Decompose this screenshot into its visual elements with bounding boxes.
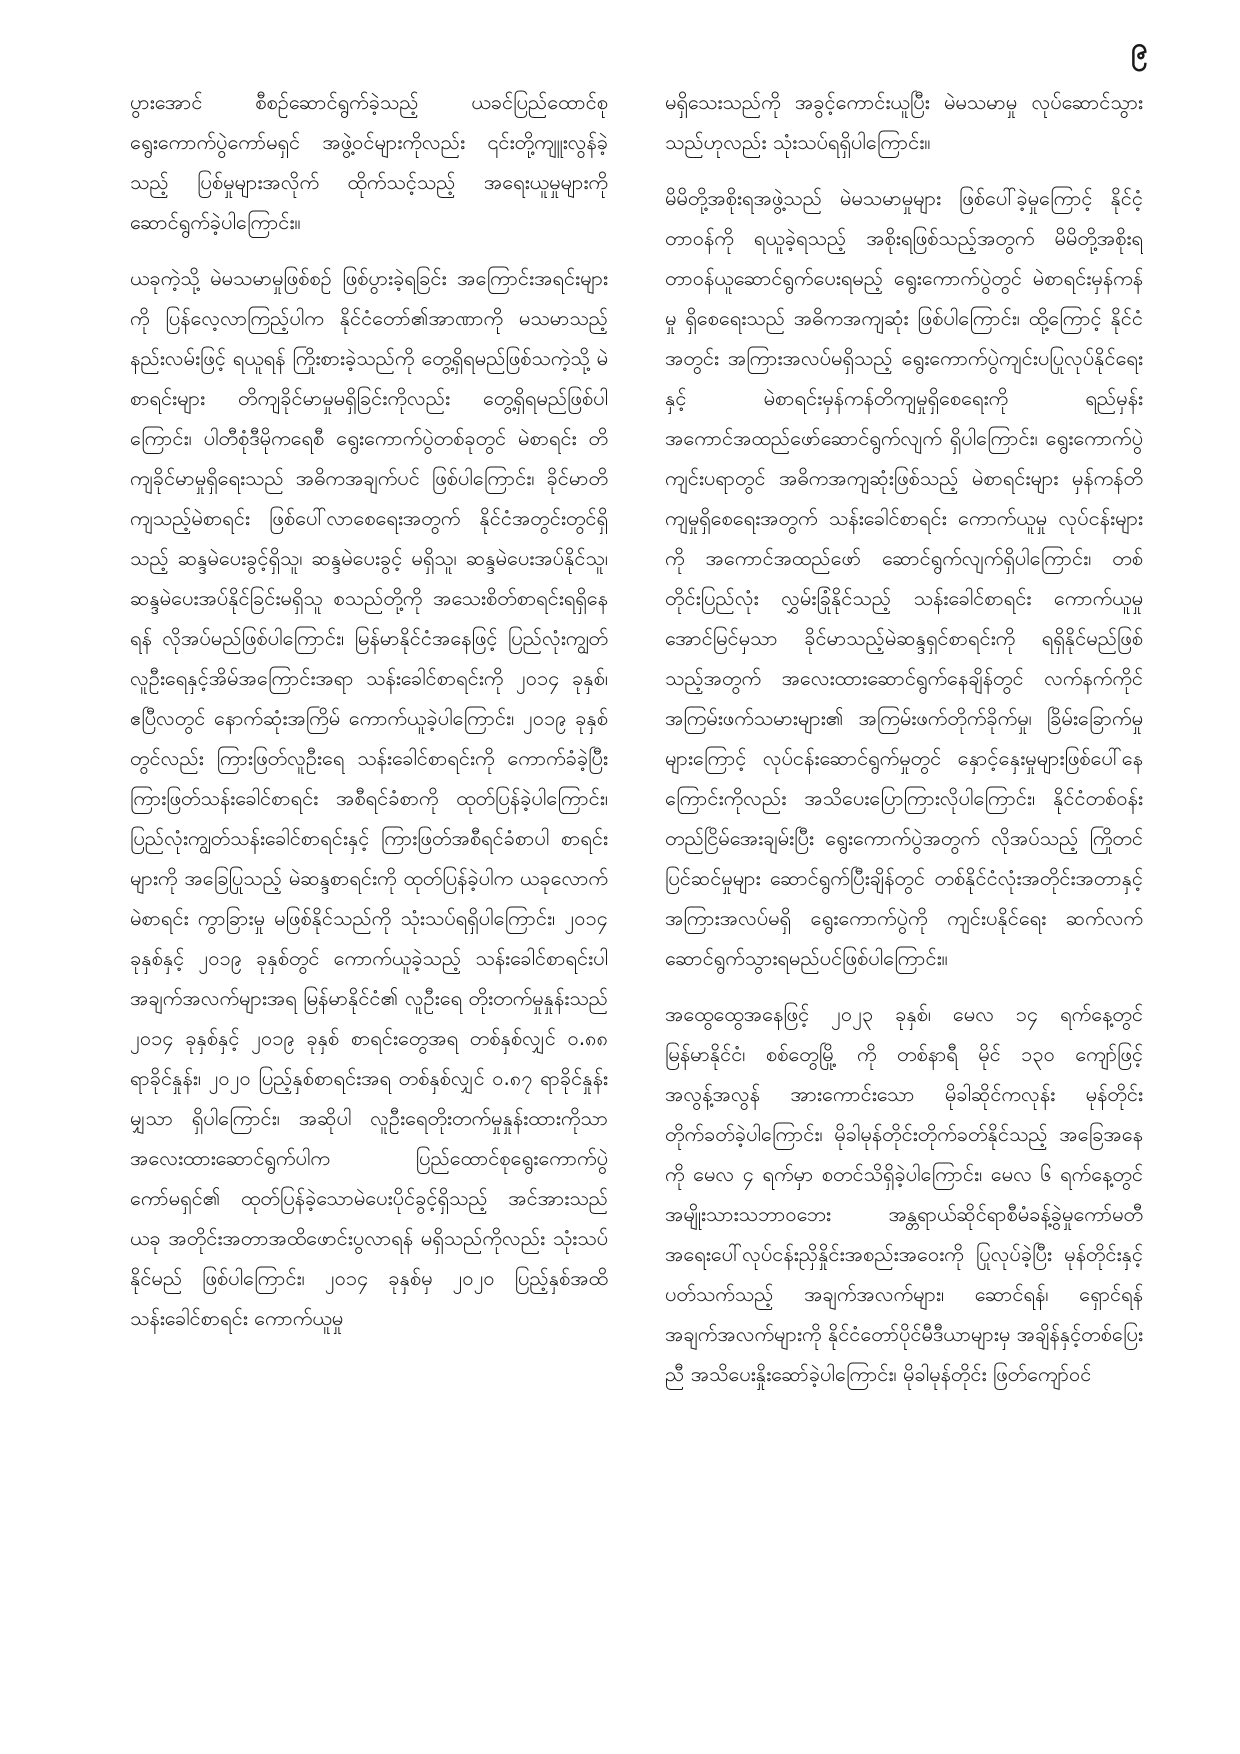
paragraph: မိမိတို့အစိုးရအဖွဲ့သည် မဲမသမာမှုများ ဖြစ်ပေါ်ခဲ့မှုကြောင့် နိုင်ငံ့တာဝန်ကို ရယူခဲ့ရသည့် အစိုးရဖြစ်သည့်အတွက် မိမိတို့အစိုးရ တာဝန်ယူဆောင်ရွက်ပေးရမည့် ရွေးကောက်ပွဲတွင် မဲစာရင်းမှန်ကန်မှု ရှိစေရေးသည် အဓိကအကျဆုံး ဖြစ်ပါကြောင်း၊ ထို့ကြောင့် နိုင်ငံအတွင်း အကြားအလပ်မရှိသည့် ရွေးကောက်ပွဲကျင်းပပြုလုပ်နိုင်ရေး နှင့် မဲစာရင်းမှန်ကန်တိကျမှုရှိစေရေးကို ရည်မှန်းအကောင်အထည်ဖော်ဆောင်ရွက်လျက် ရှိပါကြောင်း၊ ရွေးကောက်ပွဲကျင်းပရာတွင် အဓိကအကျဆုံးဖြစ်သည့် မဲစာရင်းများ မှန်ကန်တိကျမှုရှိစေရေးအတွက် သန်းခေါင်စာရင်း ကောက်ယူမှု လုပ်ငန်းများကို အကောင်အထည်ဖော် ဆောင်ရွက်လျက်ရှိပါကြောင်း၊ တစ်တိုင်းပြည်လုံး လွှမ်းခြုံနိုင်သည့် သန်းခေါင်စာရင်း ကောက်ယူမှုအောင်မြင်မှသာ ခိုင်မာသည့်မဲဆန္ဒရှင်စာရင်းကို ရရှိနိုင်မည်ဖြစ်သည့်အတွက် အလေးထားဆောင်ရွက်နေချိန်တွင် လက်နက်ကိုင် အကြမ်းဖက်သမားများ၏ အကြမ်းဖက်တိုက်ခိုက်မှု၊ ခြိမ်းခြောက်မှုများကြောင့် လုပ်ငန်းဆောင်ရွက်မှုတွင် နှောင့်နှေးမှုများဖြစ်ပေါ်နေကြောင်းကိုလည်း အသိပေးပြောကြားလိုပါကြောင်း၊ နိုင်ငံတစ်ဝန်းတည်ငြိမ်အေးချမ်းပြီး ရွေးကောက်ပွဲအတွက် လိုအပ်သည့် ကြိုတင်ပြင်ဆင်မှုများ ဆောင်ရွက်ပြီးချိန်တွင် တစ်နိုင်ငံလုံးအတိုင်းအတာနှင့် အကြားအလပ်မရှိ ရွေးကောက်ပွဲကို ကျင်းပနိုင်ရေး ဆက်လက်ဆောင်ရွက်သွားရမည်ပင်ဖြစ်ပါကြောင်း။ bbox=[665, 186, 1143, 970]
bullet-list-item bbox=[130, 258, 608, 1338]
bullet-list-item bbox=[665, 178, 1143, 978]
right-column bbox=[665, 82, 1143, 1722]
left-column bbox=[130, 82, 608, 1722]
paragraph: မရှိသေးသည်ကို အခွင့်ကောင်းယူပြီး မဲမသမာမှု လုပ်ဆောင်သွားသည်ဟုလည်း သုံးသပ်ရရှိပါကြောင်း။ bbox=[665, 90, 1143, 154]
paragraph: အထွေထွေအနေဖြင့် ၂၀၂၃ ခုနှစ်၊ မေလ ၁၄ ရက်နေ့တွင် မြန်မာနိုင်ငံ၊ စစ်တွေမြို့ ကို တစ်နာရီ မိုင် ၁၃၀ ကျော်ဖြင့် အလွန့်အလွန် အားကောင်းသော မိုခါဆိုင်ကလုန်း မုန်တိုင်း တိုက်ခတ်ခဲ့ပါကြောင်း၊ မိုခါမုန်တိုင်းတိုက်ခတ်နိုင်သည့် အခြေအနေကို မေလ ၄ ရက်မှာ စတင်သိရှိခဲ့ပါကြောင်း၊ မေလ ၆ ရက်နေ့တွင် အမျိုးသားသဘာဝဘေး အန္တရာယ်ဆိုင်ရာစီမံခန့်ခွဲမှုကော်မတီ အရေးပေါ်လုပ်ငန်းညှိနှိုင်းအစည်းအဝေးကို ပြုလုပ်ခဲ့ပြီး မုန်တိုင်းနှင့်ပတ်သက်သည့် အချက်အလက်များ၊ ဆောင်ရန်၊ ရှောင်ရန် အချက်အလက်များကို နိုင်ငံတော်ပိုင်မီဒီယာများမှ အချိန်နှင့်တစ်ပြေးညီ အသိပေးနှိုးဆော်ခဲ့ပါကြောင်း၊ မိုခါမုန်တိုင်း ဖြတ်ကျော်ဝင် bbox=[665, 1002, 1143, 1386]
page-number: ၉ bbox=[1131, 31, 1148, 66]
paragraph: ယခုကဲ့သို့ မဲမသမာမှုဖြစ်စဉ် ဖြစ်ပွားခဲ့ရခြင်း အကြောင်းအရင်းများကို ပြန်လေ့လာကြည့်ပါက နိုင်ငံတော်၏အာဏာကို မသမာသည့်နည်းလမ်းဖြင့် ရယူရန် ကြိုးစားခဲ့သည်ကို တွေ့ရှိရမည်ဖြစ်သကဲ့သို့ မဲစာရင်းများ တိကျခိုင်မာမှုမရှိခြင်းကိုလည်း တွေ့ရှိရမည်ဖြစ်ပါကြောင်း၊ ပါတီစုံဒီမိုကရေစီ ရွေးကောက်ပွဲတစ်ခုတွင် မဲစာရင်း တိကျခိုင်မာမှုရှိရေးသည် အဓိကအချက်ပင် ဖြစ်ပါကြောင်း၊ ခိုင်မာတိကျသည့်မဲစာရင်း ဖြစ်ပေါ်လာစေရေးအတွက် နိုင်ငံအတွင်းတွင်ရှိသည့် ဆန္ဒမဲပေးခွင့်ရှိသူ၊ ဆန္ဒမဲပေးခွင့် မရှိသူ၊ ဆန္ဒမဲပေးအပ်နိုင်သူ၊ ဆန္ဒမဲပေးအပ်နိုင်ခြင်းမရှိသူ စသည်တို့ကို အသေးစိတ်စာရင်းရရှိနေရန် လိုအပ်မည်ဖြစ်ပါကြောင်း၊ မြန်မာနိုင်ငံအနေဖြင့် ပြည်လုံးကျွတ် လူဦးရေနှင့်အိမ်အကြောင်းအရာ သန်းခေါင်စာရင်းကို ၂၀၁၄ ခုနှစ်၊ ဧပြီလတွင် နောက်ဆုံးအကြိမ် ကောက်ယူခဲ့ပါကြောင်း၊ ၂၀၁၉ ခုနှစ်တွင်လည်း ကြားဖြတ်လူဦးရေ သန်းခေါင်စာရင်းကို ကောက်ခံခဲ့ပြီး ကြားဖြတ်သန်းခေါင်စာရင်း အစီရင်ခံစာကို ထုတ်ပြန်ခဲ့ပါကြောင်း၊ ပြည်လုံးကျွတ်သန်းခေါင်စာရင်းနှင့် ကြားဖြတ်အစီရင်ခံစာပါ စာရင်းများကို အခြေပြုသည့် မဲဆန္ဒစာရင်းကို ထုတ်ပြန်ခဲ့ပါက ယခုလောက် မဲစာရင်း ကွာခြားမှု မဖြစ်နိုင်သည်ကို သုံးသပ်ရရှိပါကြောင်း၊ ၂၀၁၄ ခုနှစ်နှင့် ၂၀၁၉ ခုနှစ်တွင် ကောက်ယူခဲ့သည့် သန်းခေါင်စာရင်းပါ အချက်အလက်များအရ မြန်မာနိုင်ငံ၏ လူဦးရေ တိုးတက်မှုနှုန်းသည် ၂၀၁၄ ခုနှစ်နှင့် ၂၀၁၉ ခုနှစ် စာရင်းတွေအရ တစ်နှစ်လျှင် ၀.၈၈ ရာခိုင်နှုန်း၊ ၂၀၂၀ ပြည့်နှစ်စာရင်းအရ တစ်နှစ်လျှင် ၀.၈၇ ရာခိုင်နှုန်းမျှသာ ရှိပါကြောင်း၊ အဆိုပါ လူဦးရေတိုးတက်မှုနှုန်းထားကိုသာ အလေးထားဆောင်ရွက်ပါက ပြည်ထောင်စုရွေးကောက်ပွဲကော်မရှင်၏ ထုတ်ပြန်ခဲ့သောမဲပေးပိုင်ခွင့်ရှိသည့် အင်အားသည် ယခု အတိုင်းအတာအထိဖောင်းပွလာရန် မရှိသည်ကိုလည်း သုံးသပ်နိုင်မည် ဖြစ်ပါကြောင်း၊ ၂၀၁၄ ခုနှစ်မှ ၂၀၂၀ ပြည့်နှစ်အထိ သန်းခေါင်စာရင်း ကောက်ယူမှု bbox=[130, 266, 608, 1330]
paragraph: ပွားအောင် စီစဉ်ဆောင်ရွက်ခဲ့သည့် ယခင်ပြည်ထောင်စုရွေးကောက်ပွဲကော်မရှင် အဖွဲ့ဝင်များကိုလည်း ၎င်းတို့ကျူးလွန်ခဲ့သည့် ပြစ်မှုများအလိုက် ထိုက်သင့်သည့် အရေးယူမှုများကို ဆောင်ရွက်ခဲ့ပါကြောင်း။ bbox=[130, 90, 608, 234]
bullet-list-item bbox=[665, 994, 1143, 1394]
